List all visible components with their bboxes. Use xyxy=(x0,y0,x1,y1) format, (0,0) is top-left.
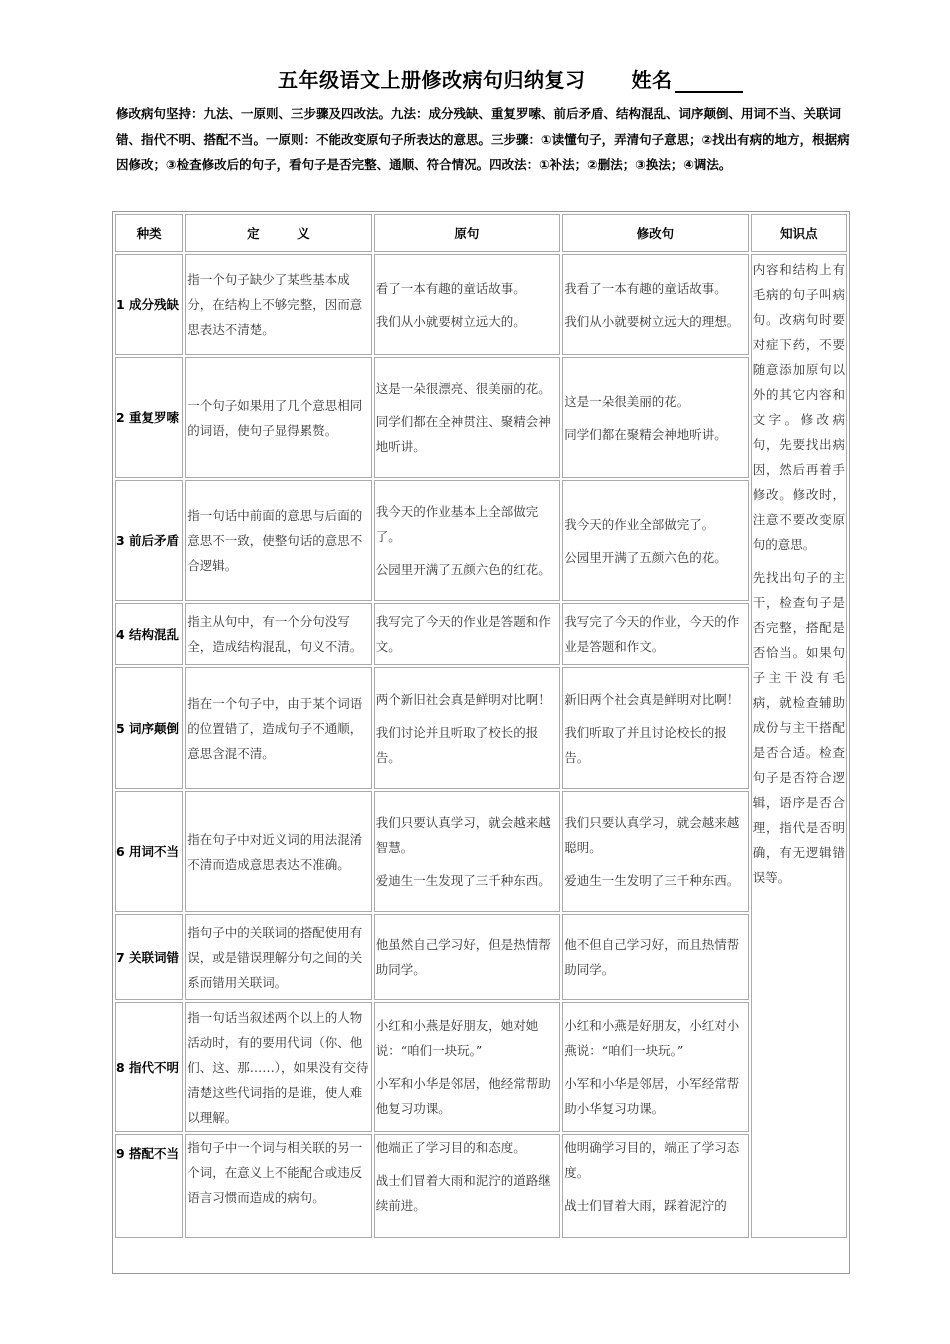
row-revised xyxy=(562,1002,749,1132)
revised-sentence: 新旧两个社会真是鲜明对比啊！ xyxy=(564,691,740,707)
row-original xyxy=(374,667,561,789)
header-original: 原句 xyxy=(374,214,561,252)
original-sentence: 我们从小就要树立远大的。 xyxy=(375,313,526,329)
header-kind: 种类 xyxy=(115,214,183,252)
row-definition: 指一个句子缺少了某些基本成分，在结构上不够完整，因而意思表达不清楚。 xyxy=(185,254,372,355)
knowledge-cell xyxy=(751,254,847,1238)
table-row xyxy=(115,1002,847,1132)
revised-sentence: 我们只要认真学习，就会越来越聪明。 xyxy=(564,815,740,855)
table-row xyxy=(115,791,847,912)
original-sentence: 他端正了学习目的和态度。 xyxy=(375,1140,526,1155)
row-original xyxy=(374,254,561,355)
row-original xyxy=(374,357,561,478)
row-kind: 3 前后矛盾 xyxy=(115,480,183,601)
revised-sentence: 他明确学习目的，端正了学习态度。 xyxy=(564,1140,740,1180)
name-blank-line xyxy=(675,73,743,93)
revised-sentence: 小军和小华是邻居，小军经常帮助小华复习功课。 xyxy=(564,1076,740,1116)
table-row xyxy=(115,357,847,478)
table-row xyxy=(115,603,847,665)
row-kind: 1 成分残缺 xyxy=(115,254,183,355)
header-revised: 修改句 xyxy=(562,214,749,252)
original-sentence: 战士们冒着大雨和泥泞的道路继续前进。 xyxy=(375,1173,551,1213)
original-sentence: 这是一朵很漂亮、很美丽的花。 xyxy=(375,381,551,396)
row-kind: 2 重复罗嗦 xyxy=(115,357,183,478)
row-kind: 9 搭配不当 xyxy=(115,1134,183,1238)
row-revised xyxy=(562,254,749,355)
row-definition: 指主从句中，有一个分句没写全，造成结构混乱，句义不清。 xyxy=(185,603,372,665)
revised-sentence: 战士们冒着大雨，踩着泥泞的 xyxy=(564,1198,727,1213)
row-revised xyxy=(562,791,749,912)
original-sentence: 我们只要认真学习，就会越来越智慧。 xyxy=(375,815,551,855)
row-definition: 指一句话中前面的意思与后面的意思不一致，使整句话的意思不合逻辑。 xyxy=(185,480,372,601)
row-kind: 6 用词不当 xyxy=(115,791,183,912)
table-row xyxy=(115,667,847,789)
revised-sentence: 我今天的作业全部做完了。 xyxy=(564,516,715,532)
original-sentence: 公园里开满了五颜六色的红花。 xyxy=(375,562,551,577)
name-label: 姓名 xyxy=(631,68,673,92)
row-revised xyxy=(562,357,749,478)
revised-sentence: 公园里开满了五颜六色的花。 xyxy=(564,549,727,565)
table-row xyxy=(115,914,847,1000)
original-sentence: 两个新旧社会真是鲜明对比啊！ xyxy=(375,691,551,707)
row-revised xyxy=(562,1134,749,1238)
row-definition: 指在一个句子中，由于某个词语的位置错了，造成句子不通顺，意思含混不清。 xyxy=(185,667,372,789)
row-definition: 指一句话当叙述两个以上的人物活动时，有的要用代词（你、他们、这、那……），如果没有交待清楚这些代词指的是谁，使人难以理解。 xyxy=(185,1002,372,1132)
header-definition: 定 义 xyxy=(185,214,372,252)
revised-sentence: 他不但自己学习好，而且热情帮助同学。 xyxy=(564,937,740,977)
original-sentence: 看了一本有趣的童话故事。 xyxy=(375,280,526,296)
row-revised xyxy=(562,667,749,789)
row-kind: 5 词序颠倒 xyxy=(115,667,183,789)
row-original xyxy=(374,791,561,912)
original-sentence: 同学们都在全神贯注、聚精会神地听讲。 xyxy=(375,414,551,454)
row-kind: 4 结构混乱 xyxy=(115,603,183,665)
row-kind: 7 关联词错 xyxy=(115,914,183,1000)
original-sentence: 我今天的作业基本上全部做完了。 xyxy=(375,504,539,544)
row-original xyxy=(374,1002,561,1132)
original-sentence: 小军和小华是邻居，他经常帮助他复习功课。 xyxy=(375,1076,551,1116)
row-revised xyxy=(562,914,749,1000)
title-text: 五年级语文上册修改病句归纳复习 xyxy=(278,68,586,92)
knowledge-paragraph: 先找出句子的主干，检查句子是否完整，搭配是否恰当。如果句子主干没有毛病，就检查辅助成份与主干搭配是否合适。检查句子是否符合逻辑，语序是否合理，指代是否明确，有无逻辑错误等。 xyxy=(752,570,845,885)
review-table xyxy=(113,212,849,1240)
original-sentence: 他虽然自己学习好，但是热情帮助同学。 xyxy=(375,937,551,977)
original-sentence: 爱迪生一生发现了三千种东西。 xyxy=(375,873,551,888)
original-sentence: 小红和小燕是好朋友，她对她说：“咱们一块玩。” xyxy=(375,1018,539,1058)
revised-sentence: 我们听取了并且讨论校长的报告。 xyxy=(564,724,727,765)
row-original xyxy=(374,603,561,665)
review-table-frame xyxy=(112,211,850,1274)
row-kind: 8 指代不明 xyxy=(115,1002,183,1132)
row-original xyxy=(374,1134,561,1238)
revised-sentence: 我们从小就要树立远大的理想。 xyxy=(564,313,740,329)
table-row xyxy=(115,254,847,355)
original-sentence: 我写完了今天的作业是答题和作文。 xyxy=(375,614,551,654)
revised-sentence: 我看了一本有趣的童话故事。 xyxy=(564,280,727,296)
row-original xyxy=(374,914,561,1000)
row-definition: 指句子中一个词与相关联的另一个词，在意义上不能配合或违反语言习惯而造成的病句。 xyxy=(185,1134,372,1238)
table-header-row xyxy=(115,214,847,252)
revised-sentence: 爱迪生一生发明了三千种东西。 xyxy=(564,873,740,888)
row-definition: 指在句子中对近义词的用法混淆不清而造成意思表达不准确。 xyxy=(185,791,372,912)
revised-sentence: 这是一朵很美丽的花。 xyxy=(564,393,690,409)
knowledge-paragraph: 内容和结构上有毛病的句子叫病句。改病句时要对症下药，不要随意添加原句以外的其它内容和文字。修改病句，先要找出病因，然后再着手修改。修改时，注意不要改变原句的意思。 xyxy=(752,262,845,552)
table-row xyxy=(115,480,847,601)
row-definition: 一个句子如果用了几个意思相同的词语，使句子显得累赘。 xyxy=(185,357,372,478)
revised-sentence: 同学们都在聚精会神地听讲。 xyxy=(564,426,727,442)
revised-sentence: 小红和小燕是好朋友，小红对小燕说：“咱们一块玩。” xyxy=(564,1018,740,1058)
page-title xyxy=(278,64,743,93)
intro-paragraph: 修改病句坚持：九法、一原则、三步骤及四改法。九法：成分残缺、重复罗嗦、前后矛盾、结构混乱、词序颠倒、用词不当、关联词错、指代不明、搭配不当。一原则：不能改变原句子所表达的意思。三步骤：①读懂句子，弄清句子意思；②找出有病的地方，根据病因修改；③检查修改后的句子，看句子是否完整、通顺、符合情况。四改法：①补法；②删法；③换法；④调法。 xyxy=(116,106,850,172)
revised-sentence: 我写完了今天的作业，今天的作业是答题和作文。 xyxy=(564,614,740,654)
row-definition: 指句子中的关联词的搭配使用有误，或是错误理解分句之间的关系而错用关联词。 xyxy=(185,914,372,1000)
original-sentence: 我们讨论并且听取了校长的报告。 xyxy=(375,724,539,765)
header-knowledge: 知识点 xyxy=(751,214,847,252)
table-row xyxy=(115,1134,847,1238)
row-revised xyxy=(562,603,749,665)
row-original xyxy=(374,480,561,601)
row-revised xyxy=(562,480,749,601)
